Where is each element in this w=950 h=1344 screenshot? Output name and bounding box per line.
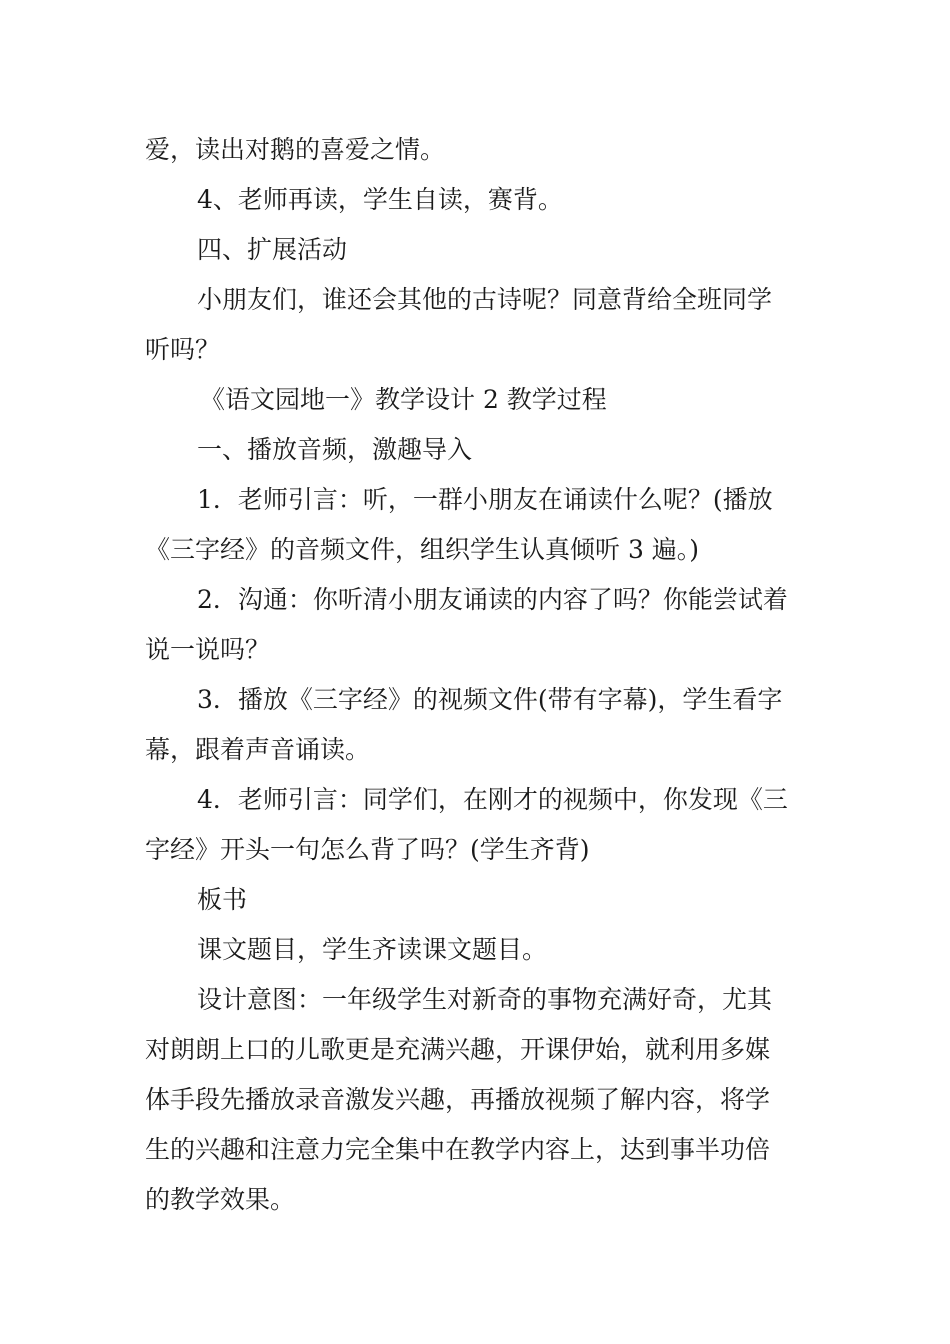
text-line: 爱，读出对鹅的喜爱之情。 (145, 135, 446, 164)
text-line: 板书 (197, 885, 248, 914)
section-heading: 一、播放音频，激趣导入 (197, 435, 473, 464)
text-line: 小朋友们，谁还会其他的古诗呢？同意背给全班同学 (197, 285, 773, 314)
text-line: 4、老师再读，学生自读，赛背。 (197, 185, 563, 214)
text-line: 《三字经》的音频文件，组织学生认真倾听 3 遍。) (145, 535, 700, 564)
text-line: 3．播放《三字经》的视频文件(带有字幕)，学生看字 (197, 685, 783, 714)
text-line: 幕，跟着声音诵读。 (145, 735, 371, 764)
text-line: 设计意图：一年级学生对新奇的事物充满好奇，尤其 (197, 985, 773, 1014)
text-line: 体手段先播放录音激发兴趣，再播放视频了解内容，将学 (145, 1085, 771, 1114)
text-line: 1．老师引言：听，一群小朋友在诵读什么呢？(播放 (197, 485, 773, 514)
text-line: 说一说吗？ (145, 635, 271, 664)
section-title: 《语文园地一》教学设计 2 教学过程 (200, 385, 607, 414)
text-line: 听吗？ (145, 335, 221, 364)
document-body (145, 125, 810, 1225)
text-line: 的教学效果。 (145, 1185, 296, 1214)
text-line: 字经》开头一句怎么背了吗？(学生齐背) (145, 835, 590, 864)
text-line: 生的兴趣和注意力完全集中在教学内容上，达到事半功倍 (145, 1135, 771, 1164)
section-heading: 四、扩展活动 (197, 235, 348, 264)
text-line: 对朗朗上口的儿歌更是充满兴趣，开课伊始，就利用多媒 (145, 1035, 771, 1064)
text-line: 2．沟通：你听清小朋友诵读的内容了吗？你能尝试着 (197, 585, 788, 614)
text-line: 4．老师引言：同学们，在刚才的视频中，你发现《三 (197, 785, 788, 814)
text-line: 课文题目，学生齐读课文题目。 (197, 935, 548, 964)
